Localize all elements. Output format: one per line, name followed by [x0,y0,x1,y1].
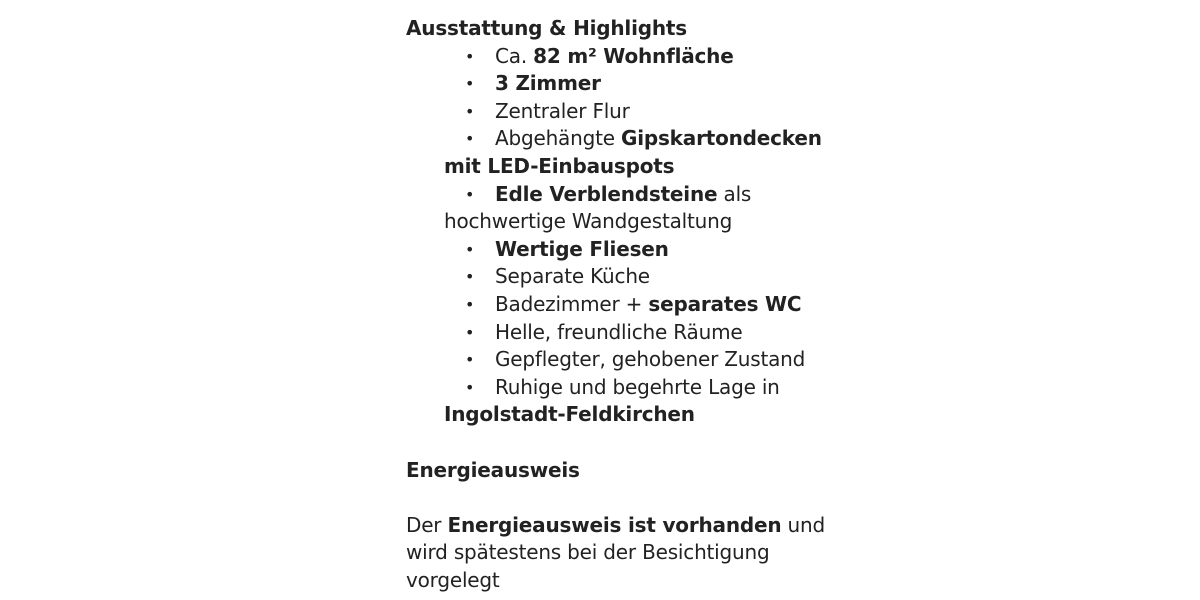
paragraph-bold-text: Energieausweis ist vorhanden [447,512,782,537]
bullet-icon: • [465,46,475,66]
bullet-icon: • [465,129,475,149]
bullet-icon: • [465,350,475,370]
item-text: Separate Küche [495,264,650,289]
bullet-icon: • [465,74,475,94]
list-item [406,291,826,319]
list-item [406,346,826,374]
energy-paragraph [406,512,826,595]
list-item [406,125,826,180]
list-item [406,374,826,429]
item-bold-text: Gipskartondecken mit LED-Einbauspots [444,126,822,178]
item-text: Gepflegter, gehobener Zustand [495,347,806,372]
item-text: als hochwertige Wandgestaltung [444,181,752,234]
paragraph-text: Der [406,512,448,537]
bullet-icon: • [465,294,475,314]
item-bold-text: Ingolstadt-Feldkirchen [444,402,695,427]
list-item [406,319,826,347]
highlights-list [406,43,826,429]
item-text: Abgehängte [495,126,621,151]
list-item [406,43,826,71]
item-text: Ca. [495,43,534,68]
list-item [406,236,826,264]
energy-heading: Energieausweis [406,457,580,482]
list-item [406,98,826,126]
item-text: Badezimmer + [495,291,649,316]
item-bold-text: 82 m² Wohnfläche [533,43,734,68]
list-item [406,70,826,98]
highlights-heading: Ausstattung & Highlights [406,16,687,40]
item-text: Zentraler Flur [495,98,630,123]
bullet-icon: • [465,377,475,397]
bullet-icon: • [465,184,475,204]
document-body [406,15,826,594]
bullet-icon: • [465,322,475,342]
item-text: Ruhige und begehrte Lage in [495,374,780,399]
bullet-icon: • [465,101,475,121]
item-bold-text: 3 Zimmer [495,71,601,96]
item-bold-text: separates WC [648,291,802,316]
item-bold-text: Wertige Fliesen [495,236,669,261]
bullet-icon: • [465,267,475,287]
paragraph-text: und wird spätestens bei der Besichtigung vorgelegt [406,512,825,592]
item-text: Helle, freundliche Räume [495,319,743,344]
item-bold-text: Edle Verblendsteine [495,181,718,206]
bullet-icon: • [465,239,475,259]
list-item [406,263,826,291]
list-item [406,181,826,236]
